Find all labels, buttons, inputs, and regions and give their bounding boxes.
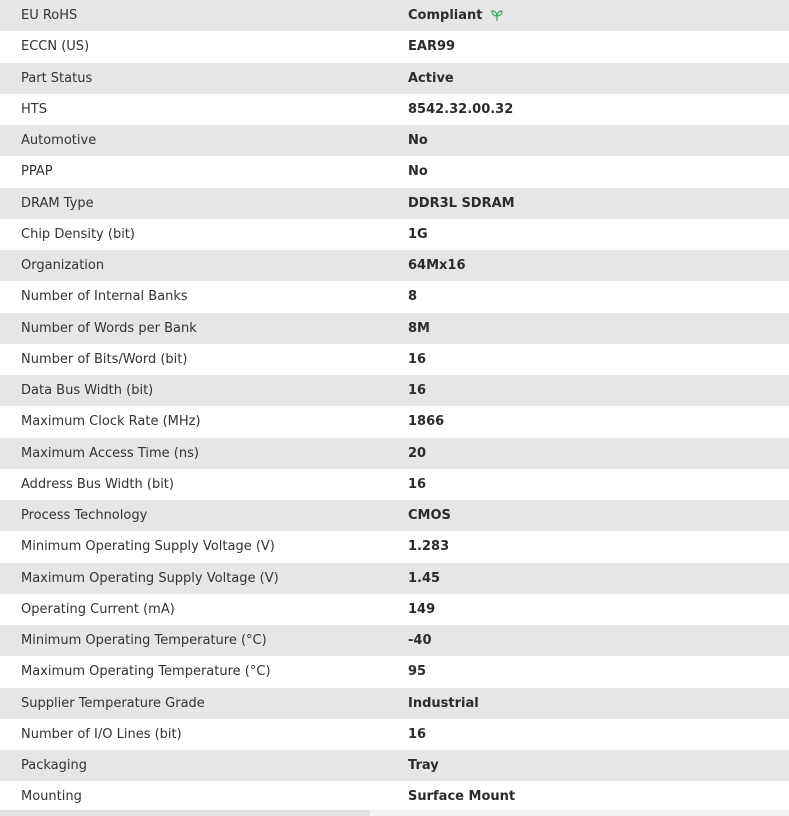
spec-value: EAR99 [408, 39, 456, 55]
spec-row-mounting [0, 781, 789, 812]
spec-label: Maximum Clock Rate (MHz) [21, 414, 201, 430]
spec-value: 95 [408, 664, 427, 680]
spec-value: Surface Mount [408, 789, 516, 805]
spec-row-internal-banks [0, 281, 789, 312]
spec-label: Part Status [21, 70, 93, 86]
spec-label: DRAM Type [21, 195, 94, 211]
spec-value: 8542.32.00.32 [408, 101, 514, 117]
spec-label: Chip Density (bit) [21, 226, 135, 242]
spec-value: 64Mx16 [408, 258, 466, 274]
spec-value: 16 [408, 726, 427, 742]
spec-label: Packaging [21, 758, 87, 774]
spec-row-operating-current [0, 594, 789, 625]
spec-row-ppap [0, 156, 789, 187]
spec-value-text: Compliant [408, 8, 483, 24]
spec-value: 8 [408, 289, 418, 305]
spec-label: Process Technology [21, 508, 148, 524]
spec-value: 1866 [408, 414, 445, 430]
spec-label: Number of I/O Lines (bit) [21, 726, 182, 742]
spec-value: Tray [408, 758, 439, 774]
spec-row-max-access-time [0, 438, 789, 469]
spec-label: HTS [21, 101, 47, 117]
spec-label: Minimum Operating Temperature (°C) [21, 633, 267, 649]
spec-value: 1.283 [408, 539, 450, 555]
spec-value: 149 [408, 601, 436, 617]
spec-value: 8M [408, 320, 430, 336]
spec-value: 1.45 [408, 570, 441, 586]
bottom-divider-segment [0, 810, 370, 816]
spec-value: CMOS [408, 508, 451, 524]
spec-row-max-clock-rate [0, 406, 789, 437]
spec-value: 16 [408, 383, 427, 399]
spec-label: Automotive [21, 133, 97, 149]
spec-label: ECCN (US) [21, 39, 90, 55]
spec-row-chip-density [0, 219, 789, 250]
spec-label: Minimum Operating Supply Voltage (V) [21, 539, 275, 555]
spec-label: Operating Current (mA) [21, 601, 175, 617]
spec-label: Maximum Access Time (ns) [21, 445, 199, 461]
spec-label: Organization [21, 258, 105, 274]
spec-value: 1G [408, 226, 428, 242]
spec-row-words-per-bank [0, 313, 789, 344]
spec-value: DDR3L SDRAM [408, 195, 515, 211]
spec-row-bits-per-word [0, 344, 789, 375]
bottom-divider [0, 810, 789, 816]
spec-label: EU RoHS [21, 8, 78, 24]
spec-value: Active [408, 70, 454, 86]
spec-value: 16 [408, 476, 427, 492]
leaf-icon [490, 10, 504, 22]
spec-row-eu-rohs [0, 0, 789, 31]
spec-row-dram-type [0, 188, 789, 219]
spec-row-io-lines [0, 719, 789, 750]
spec-label: Maximum Operating Temperature (°C) [21, 664, 271, 680]
spec-row-max-supply-voltage [0, 563, 789, 594]
spec-row-part-status [0, 63, 789, 94]
spec-value: No [408, 133, 428, 149]
spec-value: 20 [408, 445, 427, 461]
spec-value [408, 8, 789, 23]
spec-row-min-supply-voltage [0, 531, 789, 562]
spec-row-temperature-grade [0, 688, 789, 719]
spec-row-address-bus-width [0, 469, 789, 500]
spec-row-min-operating-temp [0, 625, 789, 656]
spec-label: Number of Internal Banks [21, 289, 188, 305]
spec-value: 16 [408, 351, 427, 367]
spec-value: Industrial [408, 695, 479, 711]
spec-row-packaging [0, 750, 789, 781]
spec-row-hts [0, 94, 789, 125]
spec-label: PPAP [21, 164, 53, 180]
spec-row-data-bus-width [0, 375, 789, 406]
spec-label: Data Bus Width (bit) [21, 383, 154, 399]
spec-row-eccn [0, 31, 789, 62]
spec-label: Number of Bits/Word (bit) [21, 351, 188, 367]
spec-label: Number of Words per Bank [21, 320, 197, 336]
spec-value: No [408, 164, 428, 180]
spec-label: Maximum Operating Supply Voltage (V) [21, 570, 279, 586]
spec-value: -40 [408, 633, 432, 649]
spec-row-organization [0, 250, 789, 281]
spec-row-automotive [0, 125, 789, 156]
spec-row-process-technology [0, 500, 789, 531]
spec-label: Supplier Temperature Grade [21, 695, 205, 711]
spec-row-max-operating-temp [0, 656, 789, 687]
spec-label: Address Bus Width (bit) [21, 476, 174, 492]
spec-label: Mounting [21, 789, 82, 805]
